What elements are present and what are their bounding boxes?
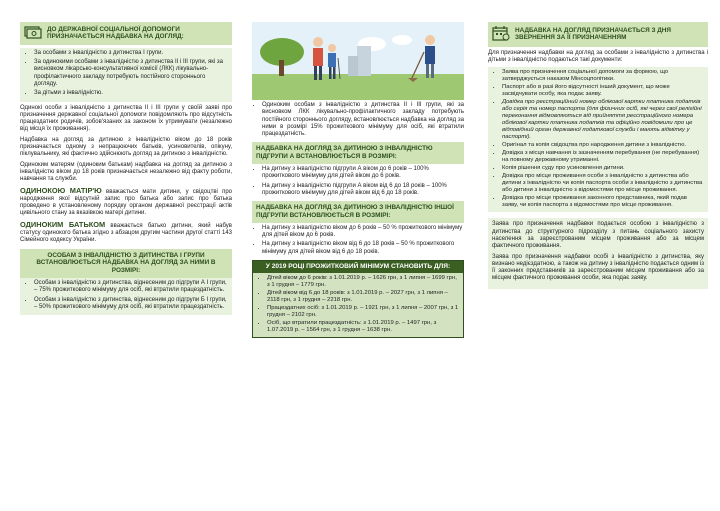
- single-mother-paragraph: [20, 187, 232, 218]
- single-mother-lead: ОДИНОКОЮ МАТІР'Ю: [20, 185, 102, 195]
- list-item: • Особам з інвалідністю з дитинства, віднесеним до підгрупи А I групи, – 75% прожиткового мінімуму для осіб, які втратили працездатність.: [34, 280, 228, 295]
- paragraph: Одинокі особи з інвалідністю з дитинства II і III групи у своїй заяві про призначення державної соціальної допомоги повідомляють про відсутність працездатних родичів, зобов'язаних за законом їх утримувати (незалежно від місця їх проживання).: [20, 104, 232, 133]
- application-notes-box: [488, 218, 708, 288]
- list-item: • Довідка про місце проживання законного представника, який подав заяву, чи копія паспорта з відомостями про місце проживання.: [502, 195, 704, 209]
- eligibility-box: [20, 48, 232, 102]
- paragraph: Надбавка на догляд за дитиною з інвалідністю віком до 18 років призначається одному з непрацюючих батьків, усиновителів, опікуну, піклувальнику, які фактично здійснюють догляд за дитиною з інвалідністю.: [20, 136, 232, 158]
- paragraph: Заява про призначення надбавки особі з інвалідністю з дитинства, яку визнано недієздатною, а також на дитину з інвалідністю подається одним із її законних представників за зареєстрованим місцем проживання або за місцем фактичного проживання особи, яка подає заяву.: [492, 253, 704, 282]
- single-father-lead: ОДИНОКИМ БАТЬКОМ: [20, 219, 106, 229]
- list-item: • За дітьми з інвалідністю.: [34, 90, 228, 97]
- list-item: • Осіб, що втратили працездатність: з 1.01.2019 р. – 1497 грн, з 1.07.2019 р. – 1564 грн, з 1 грудня – 1638 грн.: [267, 320, 459, 334]
- documents-box: [488, 67, 708, 212]
- people-illustration: [252, 22, 464, 100]
- column-left: [20, 22, 232, 511]
- column-right: [488, 22, 708, 511]
- documents-intro: Для призначення надбавки на догляд за особами з інвалідністю з дитинства і дітьми з інвалідністю подаються такі документи:: [488, 49, 708, 64]
- list-item: • За одинокими особами з інвалідністю з дитинства II і III групи, які за висновком лікарсько-консультативної комісії (ЛКК) лікувально-профілактичного закладу потребують постійного стороннього догляду.: [34, 59, 228, 88]
- list-item: • Паспорт або в разі його відсутності інший документ, що може засвідчувати особу, яка подає заяву.: [502, 84, 704, 98]
- group1-box: [20, 278, 232, 315]
- column-middle: [252, 22, 464, 511]
- assignment-header: [488, 22, 708, 47]
- list-item: • Оригінал та копія свідоцтва про народження дитини з інвалідністю.: [502, 142, 704, 149]
- list-item: • Особам з інвалідністю з дитинства, віднесеним до підгрупи Б I групи, – 50% прожиткового мінімуму для осіб, які втратили працездатність.: [34, 297, 228, 312]
- list-item: • Довідка про реєстраційний номер облікової картки платника податків або серія та номер паспорта (для фізичних осіб, які через свої релігійні переконання відмовляються від прийняття реєстраційного номера облікової картки платника податків та офіційно повідомили про це відповідний орган державної податкової служби і мають відмітку у паспорті).: [502, 99, 704, 141]
- list-item: • Працездатних осіб: з 1.01.2019 р. – 1921 грн, з 1 липня – 2007 грн, з 1 грудня – 2102 грн.: [267, 305, 459, 319]
- list-item: • Довідка з місця навчання із зазначенням перебування (не перебування) на повному державному утриманні.: [502, 150, 704, 164]
- single-father-text: вважається батько дитини, який набув статусу одинокого батька згідно з абзацом другим частини другої статті 143 Сімейного кодексу України.: [20, 222, 232, 244]
- calendar-icon: [492, 25, 510, 44]
- assignment-header-text: НАДБАВКА НА ДОГЛЯД ПРИЗНАЧАЄТЬСЯ З ДНЯ ЗВЕРНЕННЯ ЗА ЇЇ ПРИЗНАЧЕННЯМ: [515, 26, 671, 42]
- allowance-header-text: ДО ДЕРЖАВНОЇ СОЦІАЛЬНОЇ ДОПОМОГИ ПРИЗНАЧАЄТЬСЯ НАДБАВКА НА ДОГЛЯД:: [47, 25, 184, 41]
- list-item: • Дітей віком від 6 до 18 років: з 1.01.2019 р. – 2027 грн, з 1 липня – 2118 грн, з 1 грудня – 2218 грн.: [267, 290, 459, 304]
- list-item: • Заява про призначення соціальної допомоги за формою, що затверджується наказом Мінсоцполітики.: [502, 69, 704, 83]
- list-item: • Довідка про місце проживання особи з інвалідністю з дитинства або дитини з інвалідністю чи копія паспорта особи з інвалідністю з дитинства або дитини з інвалідністю з відомостями про місце проживання.: [502, 173, 704, 194]
- allowance-header: [20, 22, 232, 45]
- lonely-persons-block: [252, 102, 464, 138]
- list-item: • Дітей віком до 6 років: з 1.01.2019 р. – 1626 грн, з 1 липня – 1699 грн, з 1 грудня – 1779 грн.: [267, 275, 459, 289]
- list-item: • На дитину з інвалідністю підгрупи А віком до 6 років – 100% прожиткового мінімуму для дітей віком до 6 років.: [262, 166, 464, 181]
- list-item: • За особами з інвалідністю з дитинства I групи.: [34, 50, 228, 57]
- subgroup-a-header: НАДБАВКА НА ДОГЛЯД ЗА ДИТИНОЮ З ІНВАЛІДНІСТЮ ПІДГРУПИ А ВСТАНОВЛЮЄТЬСЯ В РОЗМІРІ:: [252, 142, 464, 164]
- subsistence-minimum-header: У 2019 РОЦІ ПРОЖИТКОВИЙ МІНІМУМ СТАНОВИТЬ ДЛЯ:: [253, 261, 463, 273]
- paragraph: Одиноким матерям (одиноким батькам) надбавка на догляд за дитиною з інвалідністю віком до 18 років призначається незалежно від факту роботи, навчання та служби.: [20, 161, 232, 183]
- group1-header: ОСОБАМ З ІНВАЛІДНІСТЮ З ДИТИНСТВА I ГРУПИ ВСТАНОВЛЮЄТЬСЯ НАДБАВКА НА ДОГЛЯД ЗА НИМИ В РОЗМІРІ:: [20, 249, 232, 278]
- other-subgroup-header: НАДБАВКА НА ДОГЛЯД ЗА ДИТИНОЮ З ІНВАЛІДНІСТЮ ІНШОЇ ПІДГРУПИ ВСТАНОВЛЮЄТЬСЯ В РОЗМІРІ:: [252, 201, 464, 223]
- list-item: • Копія рішення суду про усиновлення дитини.: [502, 165, 704, 172]
- subgroup-a-list: [252, 166, 464, 197]
- single-mother-text: вважається мати дитини, у свідоцтві про народження якої відсутній запис про батька або запис про батька проведено в установленому порядку органом державної реєстрації актів цивільного стану за вказівкою матері дитини.: [20, 188, 232, 217]
- list-item: • На дитину з інвалідністю віком від 6 до 18 років – 50 % прожиткового мінімуму для дітей віком від 6 до 18 років.: [262, 241, 464, 256]
- list-item: • На дитину з інвалідністю віком до 6 років – 50 % прожиткового мінімуму для дітей віком до 6 років.: [262, 225, 464, 240]
- other-subgroup-list: [252, 225, 464, 256]
- list-item: • На дитину з інвалідністю підгрупи А віком від 6 до 18 років – 100% прожиткового мінімуму для дітей віком від 6 до 18 років.: [262, 183, 464, 198]
- list-item: • Одиноким особам з інвалідністю з дитинства II і III групи, які за висновком ЛКК лікувально-профілактичного закладу потребують постійного стороннього догляду, встановлюється надбавка на догляд за ними в розмірі 15% прожиткового мінімуму для осіб, які втратили працездатність.: [262, 102, 464, 138]
- paragraph: Заява про призначення надбавки подається особою з інвалідністю з дитинства до структурного підрозділу з питань соціального захисту населення за зареєстрованим місцем проживання або за місцем фактичного проживання.: [492, 221, 704, 250]
- single-father-paragraph: [20, 221, 232, 245]
- subsistence-minimum-box: [252, 260, 464, 338]
- money-icon: [24, 25, 42, 42]
